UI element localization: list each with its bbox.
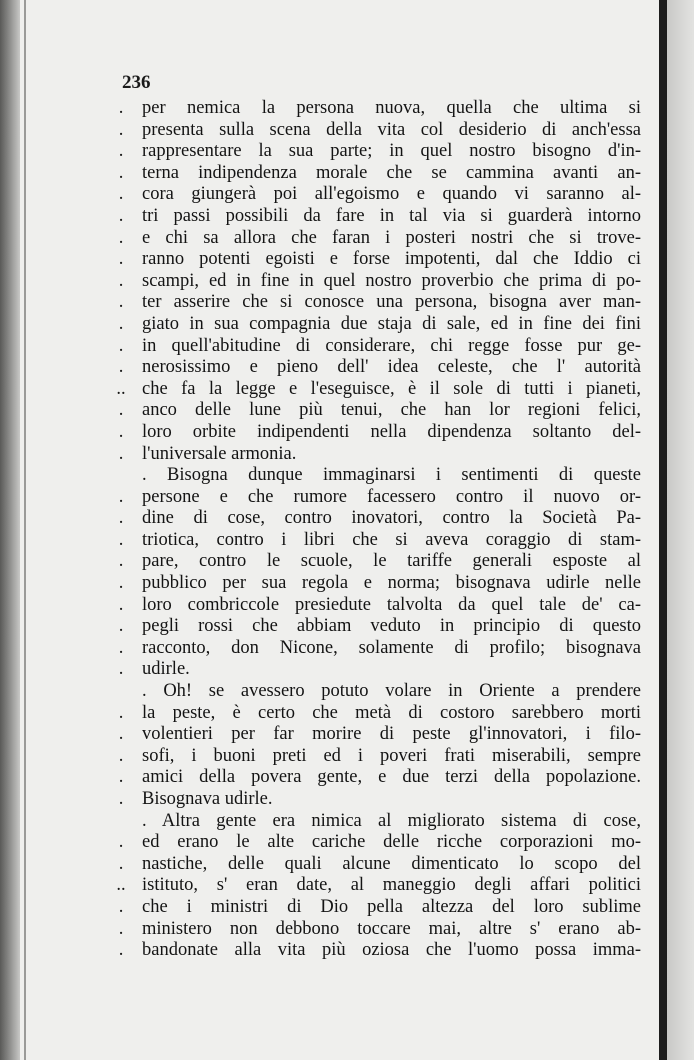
text-line: [115, 854, 655, 876]
text-line: [115, 314, 655, 336]
text-line: [115, 724, 655, 746]
text-line: [115, 508, 655, 530]
line-marker: ..: [116, 875, 126, 896]
scan-margin-right: [667, 0, 694, 1060]
line-text: sofi, i buoni preti ed i poveri frati miserabili, sempre: [142, 745, 641, 766]
line-marker: .: [118, 637, 124, 658]
line-text: volentieri per far morire di peste gl'innovatori, i filo-: [142, 724, 641, 745]
line-marker: .: [118, 616, 124, 637]
line-marker: .: [118, 141, 124, 162]
line-text: persone e che rumore facessero contro il nuovo or-: [142, 486, 641, 507]
text-line: [115, 530, 655, 552]
text-line: [115, 228, 655, 250]
text-line: [115, 940, 655, 962]
text-line: [115, 659, 655, 681]
line-marker: .: [118, 745, 124, 766]
text-line: [115, 120, 655, 142]
line-text: la peste, è certo che metà di costoro sarebbero morti: [142, 702, 641, 723]
line-marker: .: [118, 896, 124, 917]
line-marker: .: [118, 789, 124, 809]
line-marker: .: [118, 659, 124, 680]
line-text: per nemica la persona nuova, quella che ultima si: [142, 98, 641, 118]
line-text: . Bisogna dunque immaginarsi i sentimenti di queste: [142, 465, 641, 486]
line-text: triotica, contro i libri che si aveva coraggio di stam-: [142, 529, 641, 550]
line-text: udirle.: [142, 659, 190, 680]
text-line: [115, 379, 655, 401]
line-text: terna indipendenza morale che se cammina avanti an-: [142, 162, 641, 183]
line-text: ranno potenti egoisti e forse impotenti, dal che Iddio ci: [142, 249, 641, 270]
line-text: nastiche, delle quali alcune dimenticato lo scopo del: [142, 853, 641, 874]
line-text: . Altra gente era nimica al migliorato sistema di cose,: [142, 810, 641, 831]
line-marker: .: [118, 940, 124, 961]
text-line: [115, 184, 655, 206]
line-marker: .: [118, 357, 124, 378]
line-text: l'universale armonia.: [142, 443, 297, 464]
text-line: [115, 789, 655, 811]
text-line: [115, 875, 655, 897]
text-line: [115, 681, 655, 703]
line-text: tri passi possibili da fare in tal via si guarderà intorno: [142, 205, 641, 226]
line-marker: ..: [116, 378, 126, 399]
text-line: [115, 357, 655, 379]
line-marker: .: [118, 832, 124, 853]
line-marker: .: [118, 767, 124, 788]
text-line: [115, 811, 655, 833]
line-text: in quell'abitudine di considerare, chi regge fosse pur ge-: [142, 335, 641, 356]
line-text: loro orbite indipendenti nella dipendenza soltanto del-: [142, 421, 641, 442]
line-marker: .: [118, 119, 124, 140]
line-marker: .: [118, 594, 124, 615]
line-marker: .: [118, 486, 124, 507]
line-text: dine di cose, contro inovatori, contro la Società Pa-: [142, 508, 641, 529]
line-marker: .: [118, 508, 124, 529]
line-marker: .: [118, 98, 124, 118]
line-text: loro combriccole presiedute talvolta da quel tale de' ca-: [142, 594, 641, 615]
line-marker: .: [118, 335, 124, 356]
line-text: pare, contro le scuole, le tariffe generali esposte al: [142, 551, 641, 572]
line-marker: .: [118, 853, 124, 874]
text-line: [115, 703, 655, 725]
line-marker: .: [118, 400, 124, 421]
line-marker: .: [118, 551, 124, 572]
line-text: rappresentare la sua parte; in quel nostro bisogno d'in-: [142, 141, 641, 162]
line-text: bandonate alla vita più oziosa che l'uomo possa imma-: [142, 940, 641, 961]
line-text: scampi, ed in fine in quel nostro proverbio che prima di po-: [142, 270, 641, 291]
line-text: ter asserire che si conosce una persona, bisogna aver man-: [142, 292, 641, 313]
line-marker: .: [118, 184, 124, 205]
text-line: [115, 163, 655, 185]
line-marker: .: [118, 249, 124, 270]
line-marker: .: [118, 918, 124, 939]
text-line: [115, 573, 655, 595]
line-marker: .: [118, 421, 124, 442]
text-line: [115, 616, 655, 638]
line-text: e chi sa allora che faran i posteri nostri che si trove-: [142, 227, 641, 248]
line-marker: .: [118, 702, 124, 723]
text-line: [115, 638, 655, 660]
text-line: [115, 746, 655, 768]
text-line: [115, 400, 655, 422]
line-text: ed erano le alte cariche delle ricche corporazioni mo-: [142, 832, 641, 853]
text-line: [115, 595, 655, 617]
text-line: [115, 422, 655, 444]
line-marker: .: [118, 313, 124, 334]
line-text: giato in sua compagnia due staja di sale, ed in fine dei fini: [142, 313, 641, 334]
line-text: nerosissimo e pieno dell' idea celeste, che l' autorità: [142, 357, 641, 378]
line-marker: .: [118, 227, 124, 248]
line-text: Bisognava udirle.: [142, 789, 273, 809]
line-text: racconto, don Nicone, solamente di profilo; bisognava: [142, 637, 641, 658]
line-marker: .: [118, 443, 124, 464]
line-text: pubblico per sua regola e norma; bisognava udirle nelle: [142, 573, 641, 594]
body-text: [115, 98, 655, 962]
line-text: ministero non debbono toccare mai, altre s' erano ab-: [142, 918, 641, 939]
line-marker: .: [118, 162, 124, 183]
line-text: che fa la legge e l'eseguisce, è il sole di tutti i pianeti,: [142, 378, 641, 399]
line-marker: .: [118, 205, 124, 226]
text-line: [115, 767, 655, 789]
line-marker: .: [118, 573, 124, 594]
line-marker: .: [118, 529, 124, 550]
text-line: [115, 206, 655, 228]
text-line: [115, 249, 655, 271]
line-text: istituto, s' eran date, al maneggio degli affari politici: [142, 875, 641, 896]
line-text: amici della povera gente, e due terzi della popolazione.: [142, 767, 641, 788]
page-number: 236: [122, 72, 151, 93]
text-line: [115, 832, 655, 854]
text-line: [115, 919, 655, 941]
line-marker: .: [118, 270, 124, 291]
text-line: [115, 465, 655, 487]
line-text: presenta sulla scena della vita col desiderio di anch'essa: [142, 119, 641, 140]
text-line: [115, 551, 655, 573]
line-text: . Oh! se avessero potuto volare in Oriente a prendere: [142, 681, 641, 702]
line-text: cora giungerà poi all'egoismo e quando vi saranno al-: [142, 184, 641, 205]
scan-edge-dark: [659, 0, 667, 1060]
text-line: [115, 897, 655, 919]
text-line: [115, 336, 655, 358]
text-line: [115, 271, 655, 293]
line-text: anco delle lune più tenui, che han lor regioni felici,: [142, 400, 641, 421]
line-text: che i ministri di Dio pella altezza del loro sublime: [142, 896, 641, 917]
line-marker: .: [118, 724, 124, 745]
line-marker: .: [118, 292, 124, 313]
text-line: [115, 141, 655, 163]
text-line: [115, 444, 655, 466]
page-edge-line: [24, 0, 26, 1060]
book-spine-shadow: [0, 0, 20, 1060]
text-line: [115, 98, 655, 120]
text-line: [115, 292, 655, 314]
text-line: [115, 487, 655, 509]
line-text: pegli rossi che abbiam veduto in principio di questo: [142, 616, 641, 637]
